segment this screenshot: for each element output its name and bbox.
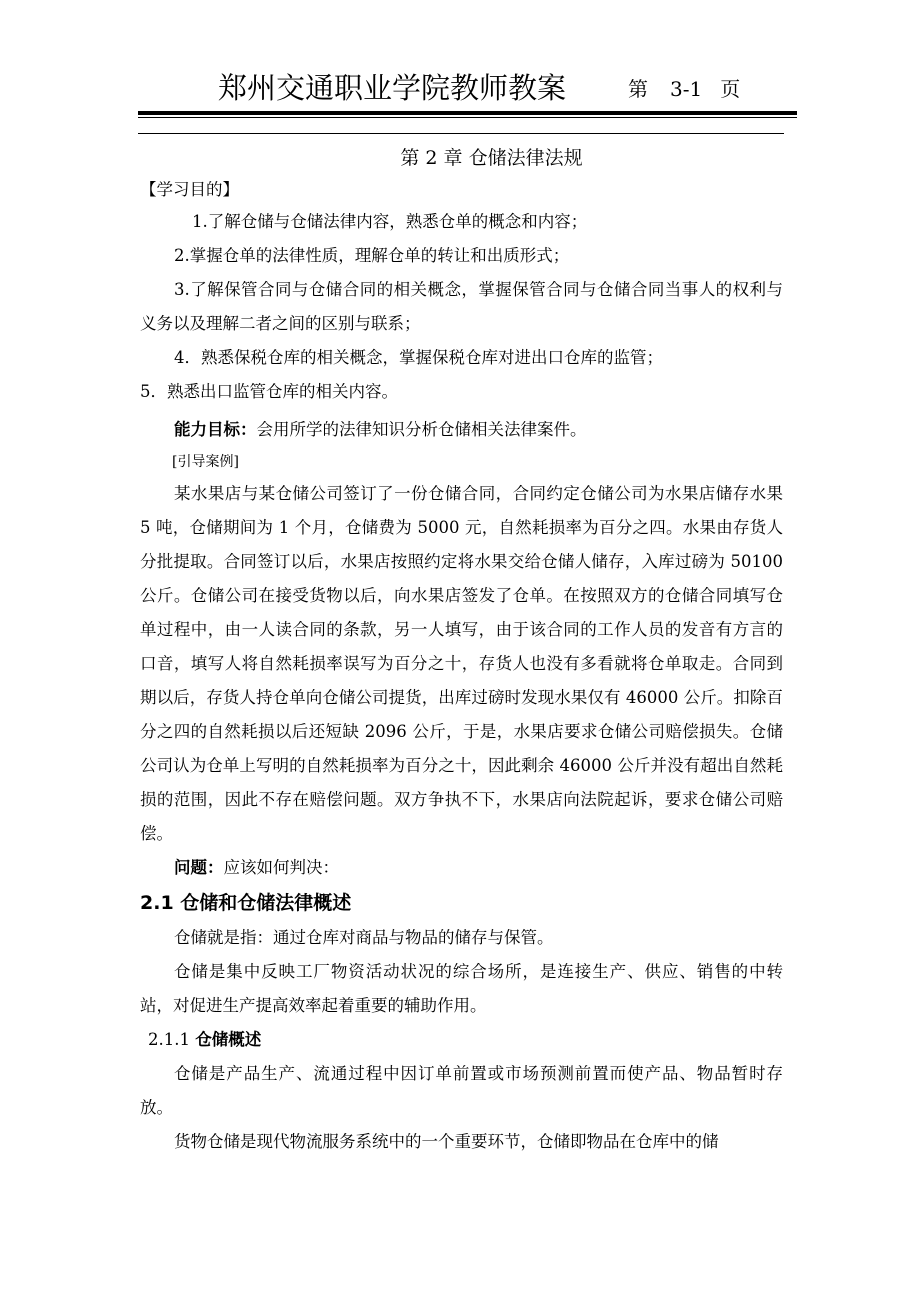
page-prefix: 第 [628,77,648,101]
objectives-label: 【学习目的】 [140,180,239,199]
question-text: 应该如何判决： [223,858,339,877]
ability-goal [140,413,783,447]
ability-label: 能力目标： [174,420,257,439]
case-label: [引导案例] [172,454,239,470]
objective-item: 1.了解仓储与仓储法律内容，熟悉仓单的概念和内容； [192,212,588,231]
section-paragraph: 仓储是集中反映工厂物资活动状况的综合场所，是连接生产、供应、销售的中转站，对促进生产提高效率起着重要的辅助作用。 [140,962,783,1015]
section-paragraph: 仓储就是指：通过仓库对商品与物品的储存与保管。 [174,928,554,947]
subsection-title: 仓储概述 [195,1030,262,1049]
objective-item: 5．熟悉出口监管仓库的相关内容。 [140,382,398,401]
question-label: 问题： [174,858,224,877]
header-page-number [628,76,740,102]
header-rule-thick [138,111,797,115]
header-rule-thin [138,117,797,118]
objective-item: 2.掌握仓单的法律性质，理解仓单的转让和出质形式； [174,246,570,265]
objective-item: 4．熟悉保税仓库的相关概念，掌握保税仓库对进出口仓库的监管； [174,348,663,367]
header-school-title: 郑州交通职业学院教师教案 [218,71,567,105]
case-text: 某水果店与某仓储公司签订了一份仓储合同，合同约定仓储公司为水果店储存水果 5 吨，仓储期间为 1 个月，仓储费为 5000 元，自然耗损率为百分之四。水果由存货人分批提取。合同签订以后，水果店按照约定将水果交给仓储人储存，入库过磅为 50100 公斤。仓储公司在接受货物以后，向水果店签发了仓单。在按照双方的仓储合同填写仓单过程中，由一人读合同的条款，另一人填写，由于该合同的工作人员的发音有方言的口音，填写人将自然耗损率误写为百分之十，存货人也没有多看就将仓单取走。合同到期以后，存货人持仓单向仓储公司提货，出库过磅时发现水果仅有 46000 公斤。扣除百分之四的自然耗损以后还短缺 2096 公斤，于是，水果店要求仓储公司赔偿损失。仓储公司认为仓单上写明的自然耗损率为百分之十，因此剩余 46000 公斤并没有超出自然耗损的范围，因此不存在赔偿问题。双方争执不下，水果店向法院起诉，要求仓储公司赔偿。 [140,484,783,843]
header-rule-bottom [138,133,784,134]
document-body [140,141,783,1159]
subsection-paragraph: 仓储是产品生产、流通过程中因订单前置或市场预测前置而使产品、物品暂时存放。 [140,1064,783,1117]
subsection-heading [140,1023,783,1057]
subsection-paragraph: 货物仓储是现代物流服务系统中的一个重要环节，仓储即物品在仓库中的储 [174,1132,719,1151]
section-heading: 2.1 仓储和仓储法律概述 [140,892,352,914]
ability-text: 会用所学的法律知识分析仓储相关法律案件。 [256,420,587,439]
objective-item: 3.了解保管合同与仓储合同的相关概念，掌握保管合同与仓储合同当事人的权利与义务以及理解二者之间的区别与联系； [140,280,783,333]
chapter-title: 第 2 章 仓储法律法规 [400,147,583,169]
page-number: 3-1 [670,77,703,101]
subsection-number: 2.1.1 [148,1030,196,1049]
page-suffix: 页 [720,77,741,101]
case-question [140,851,783,885]
